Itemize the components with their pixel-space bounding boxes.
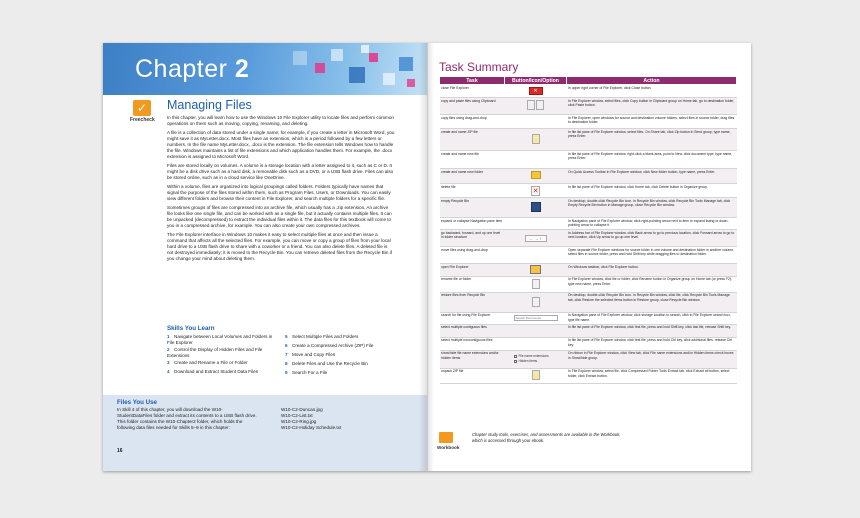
- files-description: In Skill 4 of this chapter, you will download the W10-StudentDataFiles folder and extract its contents to a USB flash drive. This folder contains the W10-Chapter2 folder, which holds the following data files needed for Skills 5–9 in this chapter:: [117, 407, 257, 430]
- file-name: W10-C2-Duncan.jpg: [281, 407, 323, 412]
- workbook-label: Workbook: [437, 445, 460, 450]
- search-box-icon: Search Documents: [514, 315, 558, 321]
- skill-item: 4 Download and Extract Student Data Files: [167, 369, 259, 374]
- zip-icon: [532, 134, 540, 144]
- paragraph: Sometimes groups of files are compressed into an archive file, which usually has a .zip extension. An archive file looks like one single file, and can be worked with as a single file, but it actually contains multiple files. It can be unpacked (decompressed) to extract the individual files within it. The data files for this textbook will come to you in a compressed archive, for example. You can also create your own compressed archives.: [167, 205, 392, 228]
- task-summary-title: Task Summary: [439, 60, 519, 74]
- section-title: Managing Files: [167, 98, 252, 112]
- skill-item: 2 Control the Display of Hidden Files and File Extensions: [167, 347, 263, 358]
- new-folder-icon: [531, 171, 541, 179]
- table-row: copy and paste files using Clipboard In File Explorer window, select files, click Copy button in Clipboard group on Home tab, go to destination folder, click Paste button.: [440, 98, 737, 115]
- table-row: copy files using drag-and-drop In File Explorer, open windows for source and destination volume folders, select files in source folder, drag files to destination folder.: [440, 115, 737, 129]
- column-header: Button/Icon/Option: [505, 77, 567, 85]
- skills-title: Skills You Learn: [167, 325, 215, 332]
- files-title: Files You Use: [117, 399, 158, 406]
- unzip-icon: [532, 370, 540, 380]
- copy-icon: [527, 100, 535, 110]
- close-button-icon: ✕: [529, 87, 543, 95]
- files-list: [281, 407, 341, 431]
- file-name: W10-C2-List.txt: [281, 413, 313, 418]
- table-row: expand or collapse Navigation pane item In Navigation pane of File Explorer window, click right-pointing arrow next to item to expand listing or down-pointing arrow to collapse it.: [440, 218, 737, 230]
- column-header: Action: [567, 77, 737, 85]
- recycle-bin-icon: [531, 202, 541, 212]
- back-forward-icon: ← → ↑: [525, 235, 547, 242]
- paste-icon: [536, 100, 544, 110]
- skill-item: 8 Delete Files and Use the Recycle Bin: [285, 361, 368, 366]
- file-name: W10-C2-Ring.jpg: [281, 419, 317, 424]
- paragraph: A file is a collection of data stored under a single name; for example, if you create a letter in Microsoft Word, you might save it as MyLetter.docx. Most files have an extension, which is a period followed by a few letters or numbers. In the file name MyLetter.docx, .docx is the extension. The file extension tells Windows how to handle the file. Windows maintains a list of file extensions and which application handles them. For example, the .docx extension is assigned to Microsoft Word.: [167, 130, 395, 159]
- table-row: go backward, forward, and up one level in folder structure ← → ↑ In Address bar of File Explorer window, click Back arrow to go to previous location, click Forward arrow to go to next location, click Up arrow to go up one level.: [440, 230, 737, 247]
- skill-item: 3 Create and Rename a File or Folder: [167, 360, 248, 365]
- table-header-row: [440, 77, 737, 85]
- table-row: select multiple contiguous files In file list pane of File Explorer window, click first file, press and hold Shift key, click last file, release Shift key.: [440, 324, 737, 337]
- table-row: delete file ✕ In file list pane of File Explorer window, click Home tab, click Delete button in Organize group.: [440, 184, 737, 198]
- paragraph: In this chapter, you will learn how to use the Windows 10 File Explorer utility to locate files and perform common operations on them such as moving, copying, renaming, and deleting.: [167, 115, 394, 126]
- paragraph: Files are stored locally on volumes. A volume is a storage location with a letter assigned to it, such as C or D. It might be a disk drive such as a hard disk, a removable disk such as a DVD, or a USB flash drive. Files can also be stored online, such as in a cloud service like OneDrive.: [167, 163, 394, 180]
- file-name: W10-C2-Holiday Schedule.txt: [281, 425, 342, 430]
- table-row: create and name new file In file list pane of File Explorer window, right-click a blank area, point to New, click document type, type name, press Enter.: [440, 151, 737, 169]
- checkbox-icon: [514, 355, 517, 358]
- right-page: [427, 43, 751, 471]
- chapter-intro: [167, 115, 395, 265]
- table-row: select multiple noncontiguous files In file list pane of File Explorer window, click first file, press and hold Ctrl key, click additional files, release Ctrl key.: [440, 337, 737, 350]
- chapter-banner: [103, 43, 427, 95]
- paragraph: Within a volume, files are organized into logical groupings called folders. Folders typically have names that signal the purpose of the files stored within them, such as Program Files, Users, or Downloads. You can easily view different folders and browse their content in File Explorer, and search multiple folders for a specific file.: [167, 184, 391, 201]
- table-row: close File Explorer ✕ In upper right corner of File Explorer, click Close button.: [440, 85, 737, 98]
- checkbox-options-icon: File name extensions Hidden items: [514, 354, 558, 364]
- chapter-title: Chapter 2: [135, 55, 250, 83]
- column-header: Task: [440, 77, 505, 85]
- paragraph: The File Explorer interface in Windows 10 makes it easy to select multiple files at once and then issue a command that affects all the selected files. For example, you can move or copy a group of files from your local hard drive to a USB flash drive to share with a coworker or a friend. You can also delete files. A deleted file is not destroyed immediately; it is moved to the Recycle Bin. You can retrieve deleted files from the Recycle Bin if you change your mind about deleting them.: [167, 232, 392, 261]
- skill-item: 1 Navigate between Local Volumes and Folders in File Explorer: [167, 334, 273, 345]
- skill-item: 5 Select Multiple Files and Folders: [285, 334, 359, 339]
- freecheck-icon: ✓: [133, 100, 151, 116]
- left-page: [103, 43, 427, 471]
- checkbox-icon: [514, 360, 517, 363]
- table-row: empty Recycle Bin On desktop, double-click Recycle Bin icon. In Recycle Bin window, click Recycle Bin Tools Manage tab, click Empty Recycle Bin button in Manage group, close Recycle Bin window.: [440, 198, 737, 218]
- table-row: create and name new folder On Quick Access Toolbar in File Explorer window, click New folder button, type name, press Enter.: [440, 169, 737, 184]
- restore-icon: [532, 297, 540, 307]
- table-row: rename file or folder In File Explorer window, click file or folder, click Rename button in Organize group on Home tab (or press F2), type new name, press Enter.: [440, 276, 737, 292]
- gutter-shadow: [419, 43, 427, 471]
- skill-item: 7 Move and Copy Files: [285, 352, 336, 357]
- workbook-note: Chapter study tools, exercises, and assessments are available in the Workbook, which is accessed through your ebook.: [472, 432, 621, 443]
- delete-icon: ✕: [532, 187, 539, 195]
- file-explorer-icon: [530, 265, 541, 274]
- table-row: show/hide file name extensions and/or hidden items File name extensions Hidden items On ribbon in File Explorer window, click View tab, click File name extensions and/or Hidden items check boxes in Show/hide group.: [440, 350, 737, 368]
- workbook-icon: [439, 432, 453, 443]
- gutter-shadow: [428, 43, 434, 471]
- task-summary-table: [439, 76, 737, 384]
- book-spread: [103, 43, 751, 471]
- table-row: restore files from Recycle Bin On desktop, double-click Recycle Bin icon. In Recycle Bin window, click file, click Recycle Bin Tools Manage tab, click Restore the selected items button in Restore group, close Recycle Bin window.: [440, 292, 737, 312]
- skill-item: 6 Create a Compressed Archive (ZIP) File: [285, 343, 374, 348]
- table-row: unpack ZIP file In File Explorer window, select file, click Compressed Folder Tools Extract tab, click Extract all button, select folder, click Extract button.: [440, 368, 737, 383]
- table-row: search for file using File Explorer Search Documents In Navigation pane of File Explorer window, click storage location to search, click in File Explorer search box, type file name.: [440, 312, 737, 324]
- rename-icon: [532, 279, 540, 289]
- table-row: move files using drag-and-drop Open separate File Explorer windows for source folder in one volume and destination folder in another volume, select files in source folder, press and hold Shift key while dragging files to destination folder.: [440, 247, 737, 264]
- page-number: 16: [117, 448, 123, 454]
- skill-item: 9 Search For a File: [285, 370, 328, 375]
- table-row: create and name ZIP file In file list pane of File Explorer window, select files. On Share tab, click Zip button in Send group, type name, press Enter.: [440, 129, 737, 151]
- freecheck-label: Freecheck: [130, 117, 155, 123]
- table-row: open File Explorer On Windows taskbar, click File Explorer button.: [440, 264, 737, 277]
